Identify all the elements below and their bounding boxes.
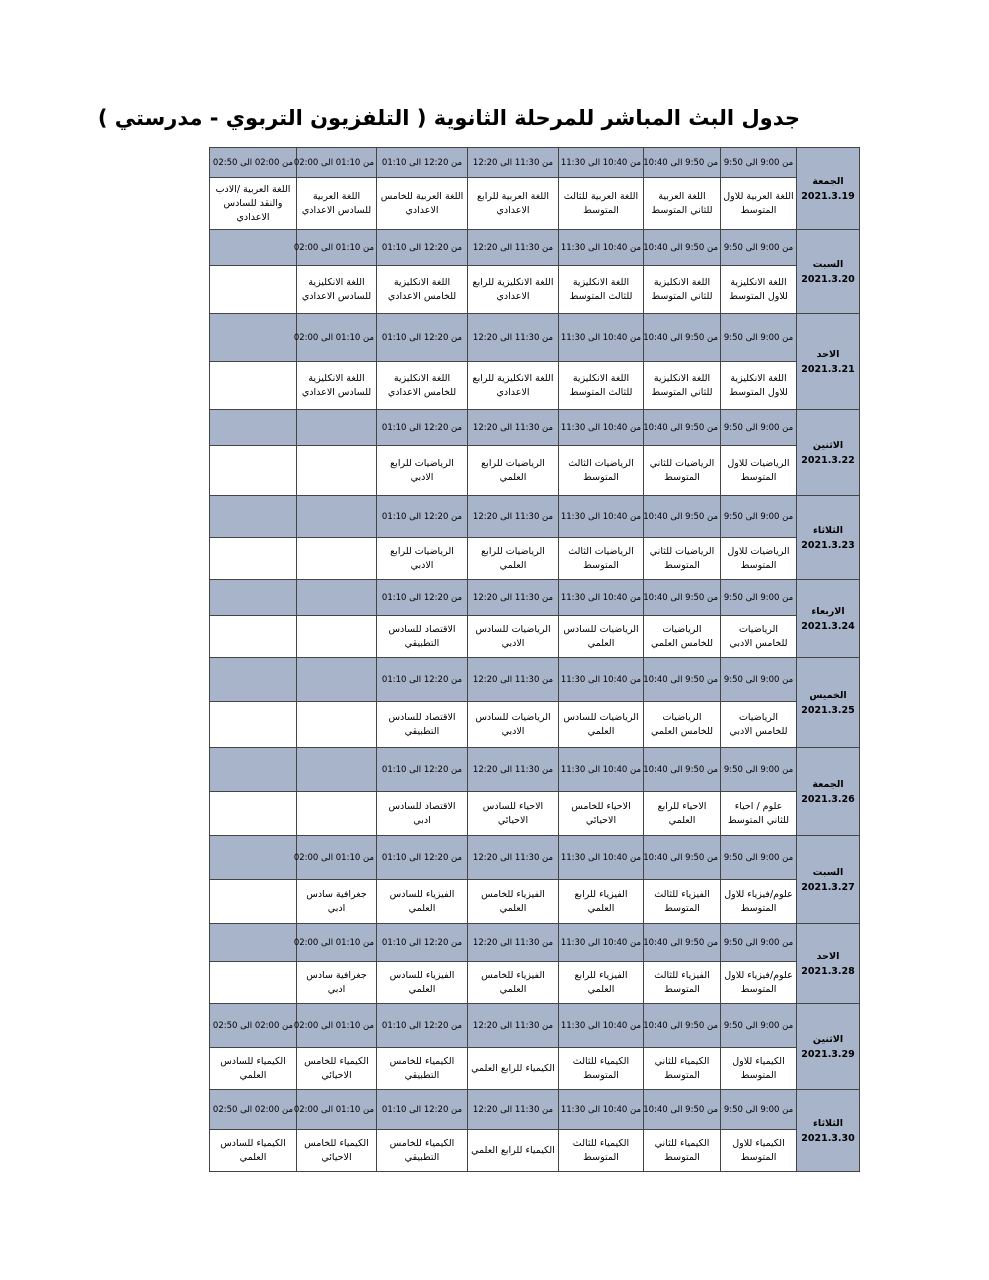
subject-cell: الاقتصاد للسادس التطبيقي — [377, 702, 468, 748]
time-slot: من 10:40 الى 11:30 — [559, 580, 644, 616]
subject-cell: الرياضيات للثاني المتوسط — [644, 538, 721, 580]
subject-row — [210, 880, 860, 924]
time-slot: من 9:50 الى 10:40 — [644, 410, 721, 446]
day-cell — [797, 496, 860, 580]
day-date: 2021.3.21 — [801, 363, 855, 375]
subject-cell: علوم / احياء للثاني المتوسط — [721, 792, 797, 836]
day-cell — [797, 924, 860, 1004]
time-slot: من 10:40 الى 11:30 — [559, 1004, 644, 1048]
subject-cell: الكيمياء للخامس التطبيقي — [377, 1130, 468, 1172]
subject-cell: الاقتصاد للسادس ادبي — [377, 792, 468, 836]
subject-cell — [297, 538, 377, 580]
subject-row — [210, 702, 860, 748]
subject-cell: الرياضيات للرابع الادبي — [377, 446, 468, 496]
day-date: 2021.3.24 — [801, 620, 855, 632]
time-slot: من 9:00 الى 9:50 — [721, 748, 797, 792]
time-slot: من 9:00 الى 9:50 — [721, 580, 797, 616]
subject-cell: الرياضيات للسادس العلمي — [559, 616, 644, 658]
time-slot: من 11:30 الى 12:20 — [468, 410, 559, 446]
day-name: الاثنين — [812, 1033, 844, 1045]
subject-cell: اللغة الانكليزية للرابع الاعدادي — [468, 266, 559, 314]
subject-cell: اللغة الانكليزية للسادس الاعدادي — [297, 362, 377, 410]
time-slot — [297, 658, 377, 702]
subject-cell — [210, 702, 297, 748]
time-row — [210, 836, 860, 880]
subject-cell: الكيمياء للرابع العلمي — [468, 1130, 559, 1172]
subject-cell — [210, 962, 297, 1004]
subject-cell: الرياضيات للسادس العلمي — [559, 702, 644, 748]
time-slot: من 9:50 الى 10:40 — [644, 924, 721, 962]
time-slot: من 11:30 الى 12:20 — [468, 1004, 559, 1048]
subject-cell: اللغة الانكليزية للاول المتوسط — [721, 362, 797, 410]
day-name: السبت — [812, 866, 844, 878]
time-row — [210, 410, 860, 446]
subject-cell: الكيمياء للخامس الاحيائي — [297, 1048, 377, 1090]
subject-cell: الكيمياء للاول المتوسط — [721, 1130, 797, 1172]
subject-cell: الاحياء للرابع العلمي — [644, 792, 721, 836]
subject-cell — [210, 880, 297, 924]
subject-cell: الاحياء للخامس الاحيائي — [559, 792, 644, 836]
time-row — [210, 148, 860, 178]
day-name: الاثنين — [812, 439, 844, 451]
time-slot: من 9:50 الى 10:40 — [644, 496, 721, 538]
schedule-body — [210, 148, 860, 1172]
subject-cell: اللغة العربية للخامس الاعدادي — [377, 178, 468, 230]
day-date: 2021.3.30 — [801, 1132, 855, 1144]
day-date: 2021.3.25 — [801, 704, 855, 716]
subject-cell: الفيزياء للرابع العلمي — [559, 880, 644, 924]
time-slot: من 10:40 الى 11:30 — [559, 748, 644, 792]
subject-cell: الرياضيات للخامس العلمي — [644, 702, 721, 748]
day-cell — [797, 1090, 860, 1172]
time-slot: من 12:20 الى 01:10 — [377, 1004, 468, 1048]
subject-cell — [210, 616, 297, 658]
subject-row — [210, 266, 860, 314]
subject-row — [210, 1048, 860, 1090]
time-slot — [210, 230, 297, 266]
subject-cell: الاقتصاد للسادس التطبيقي — [377, 616, 468, 658]
subject-cell: الكيمياء للخامس الاحيائي — [297, 1130, 377, 1172]
subject-cell: اللغة الانكليزية للثاني المتوسط — [644, 266, 721, 314]
day-name: الثلاثاء — [813, 524, 843, 536]
day-date: 2021.3.29 — [801, 1048, 855, 1060]
time-row — [210, 1090, 860, 1130]
day-date: 2021.3.22 — [801, 454, 855, 466]
subject-cell — [210, 362, 297, 410]
subject-cell: اللغة الانكليزية للاول المتوسط — [721, 266, 797, 314]
time-slot — [210, 496, 297, 538]
time-slot: من 12:20 الى 01:10 — [377, 314, 468, 362]
time-slot: من 10:40 الى 11:30 — [559, 230, 644, 266]
subject-cell: علوم/فيزياء للاول المتوسط — [721, 880, 797, 924]
subject-cell: علوم/فيزياء للاول المتوسط — [721, 962, 797, 1004]
subject-cell: اللغة الانكليزية للثاني المتوسط — [644, 362, 721, 410]
time-slot: من 01:10 الى 02:00 — [297, 1004, 377, 1048]
time-slot: من 01:10 الى 02:00 — [297, 924, 377, 962]
time-slot: من 9:50 الى 10:40 — [644, 230, 721, 266]
time-slot: من 02:00 الى 02:50 — [210, 148, 297, 178]
time-slot: من 10:40 الى 11:30 — [559, 836, 644, 880]
subject-cell: الكيمياء للخامس التطبيقي — [377, 1048, 468, 1090]
subject-cell: اللغة العربية /الادب والنقد للسادس الاعدادي — [210, 178, 297, 230]
subject-cell: الرياضيات للخامس الادبي — [721, 702, 797, 748]
time-row — [210, 230, 860, 266]
time-slot: من 11:30 الى 12:20 — [468, 314, 559, 362]
time-slot: من 9:00 الى 9:50 — [721, 314, 797, 362]
subject-row — [210, 538, 860, 580]
time-slot — [297, 410, 377, 446]
time-slot: من 9:00 الى 9:50 — [721, 1004, 797, 1048]
time-slot — [297, 748, 377, 792]
time-slot: من 9:50 الى 10:40 — [644, 836, 721, 880]
day-date: 2021.3.20 — [801, 273, 855, 285]
subject-cell — [297, 446, 377, 496]
time-row — [210, 924, 860, 962]
subject-cell — [210, 446, 297, 496]
subject-cell — [210, 538, 297, 580]
day-name: الجمعة — [812, 175, 844, 187]
time-slot: من 12:20 الى 01:10 — [377, 1090, 468, 1130]
subject-cell: الفيزياء للسادس العلمي — [377, 880, 468, 924]
time-slot: من 10:40 الى 11:30 — [559, 410, 644, 446]
subject-cell: الفيزياء للخامس العلمي — [468, 962, 559, 1004]
time-slot: من 11:30 الى 12:20 — [468, 148, 559, 178]
subject-cell: الرياضيات للرابع الادبي — [377, 538, 468, 580]
day-name: الخميس — [809, 689, 847, 701]
time-slot: من 02:00 الى 02:50 — [210, 1090, 297, 1130]
day-cell — [797, 148, 860, 230]
time-slot: من 01:10 الى 02:00 — [297, 1090, 377, 1130]
day-name: الاربعاء — [811, 605, 845, 617]
time-slot: من 9:50 الى 10:40 — [644, 748, 721, 792]
subject-cell: الرياضيات الثالث المتوسط — [559, 538, 644, 580]
time-row — [210, 748, 860, 792]
subject-cell: الفيزياء للسادس العلمي — [377, 962, 468, 1004]
day-name: الاحد — [816, 348, 840, 360]
time-slot: من 12:20 الى 01:10 — [377, 230, 468, 266]
time-slot: من 9:00 الى 9:50 — [721, 836, 797, 880]
time-slot: من 12:20 الى 01:10 — [377, 748, 468, 792]
day-name: السبت — [812, 258, 844, 270]
subject-cell: الكيمياء للثالث المتوسط — [559, 1048, 644, 1090]
time-slot: من 01:10 الى 02:00 — [297, 230, 377, 266]
time-slot: من 9:50 الى 10:40 — [644, 148, 721, 178]
time-slot: من 01:10 الى 02:00 — [297, 836, 377, 880]
time-slot: من 11:30 الى 12:20 — [468, 580, 559, 616]
time-slot: من 12:20 الى 01:10 — [377, 924, 468, 962]
time-slot: من 9:00 الى 9:50 — [721, 1090, 797, 1130]
subject-cell: الفيزياء للخامس العلمي — [468, 880, 559, 924]
subject-cell — [297, 702, 377, 748]
time-slot: من 9:00 الى 9:50 — [721, 496, 797, 538]
day-cell — [797, 1004, 860, 1090]
time-slot: من 10:40 الى 11:30 — [559, 148, 644, 178]
day-name: الثلاثاء — [813, 1117, 843, 1129]
time-slot: من 10:40 الى 11:30 — [559, 314, 644, 362]
subject-cell: الكيمياء للرابع العلمي — [468, 1048, 559, 1090]
subject-cell: اللغة الانكليزية للخامس الاعدادي — [377, 266, 468, 314]
day-cell — [797, 658, 860, 748]
time-slot: من 11:30 الى 12:20 — [468, 1090, 559, 1130]
time-slot: من 9:00 الى 9:50 — [721, 148, 797, 178]
subject-cell: الرياضيات للسادس الادبي — [468, 702, 559, 748]
subject-cell: الرياضيات الثالث المتوسط — [559, 446, 644, 496]
subject-row — [210, 446, 860, 496]
time-slot — [210, 836, 297, 880]
time-slot — [297, 496, 377, 538]
subject-row — [210, 616, 860, 658]
day-name: الاحد — [816, 950, 840, 962]
subject-cell: اللغة الانكليزية للسادس الاعدادي — [297, 266, 377, 314]
subject-cell — [297, 792, 377, 836]
schedule-table — [209, 147, 860, 1172]
time-slot: من 02:00 الى 02:50 — [210, 1004, 297, 1048]
subject-cell: الفيزياء للثالث المتوسط — [644, 880, 721, 924]
time-slot: من 9:50 الى 10:40 — [644, 314, 721, 362]
subject-cell: الرياضيات للخامس الادبي — [721, 616, 797, 658]
time-slot: من 9:50 الى 10:40 — [644, 580, 721, 616]
time-slot: من 11:30 الى 12:20 — [468, 496, 559, 538]
subject-cell: الرياضيات للثاني المتوسط — [644, 446, 721, 496]
subject-row — [210, 178, 860, 230]
subject-cell: جغرافية سادس ادبي — [297, 962, 377, 1004]
day-date: 2021.3.19 — [801, 190, 855, 202]
time-slot: من 01:10 الى 02:00 — [297, 314, 377, 362]
day-cell — [797, 230, 860, 314]
time-slot: من 12:20 الى 01:10 — [377, 658, 468, 702]
time-slot — [210, 580, 297, 616]
time-slot: من 9:00 الى 9:50 — [721, 410, 797, 446]
day-date: 2021.3.23 — [801, 539, 855, 551]
time-slot — [210, 658, 297, 702]
subject-cell: الفيزياء للرابع العلمي — [559, 962, 644, 1004]
time-slot: من 11:30 الى 12:20 — [468, 748, 559, 792]
subject-cell: الكيمياء للثاني المتوسط — [644, 1130, 721, 1172]
time-slot — [210, 924, 297, 962]
subject-cell: الرياضيات للاول المتوسط — [721, 538, 797, 580]
subject-cell: الاحياء للسادس الاحيائي — [468, 792, 559, 836]
subject-cell: الرياضيات للرابع العلمي — [468, 446, 559, 496]
time-slot: من 10:40 الى 11:30 — [559, 1090, 644, 1130]
time-row — [210, 658, 860, 702]
subject-cell: اللغة الانكليزية للثالث المتوسط — [559, 362, 644, 410]
subject-row — [210, 962, 860, 1004]
time-slot: من 12:20 الى 01:10 — [377, 836, 468, 880]
time-slot: من 11:30 الى 12:20 — [468, 658, 559, 702]
page-title: جدول البث المباشر للمرحلة الثانوية ( التلفزيون التربوي - مدرستي ) — [97, 106, 800, 130]
subject-cell: اللغة الانكليزية للثالث المتوسط — [559, 266, 644, 314]
subject-cell — [210, 792, 297, 836]
subject-row — [210, 1130, 860, 1172]
time-slot — [297, 580, 377, 616]
day-name: الجمعة — [812, 778, 844, 790]
time-slot: من 9:50 الى 10:40 — [644, 658, 721, 702]
time-slot: من 11:30 الى 12:20 — [468, 230, 559, 266]
subject-cell: اللغة العربية للسادس الاعدادي — [297, 178, 377, 230]
day-date: 2021.3.26 — [801, 793, 855, 805]
time-row — [210, 1004, 860, 1048]
day-cell — [797, 580, 860, 658]
day-cell — [797, 410, 860, 496]
subject-cell: الكيمياء للاول المتوسط — [721, 1048, 797, 1090]
time-row — [210, 496, 860, 538]
time-slot — [210, 748, 297, 792]
subject-cell: الرياضيات للسادس الادبي — [468, 616, 559, 658]
time-slot: من 12:20 الى 01:10 — [377, 410, 468, 446]
subject-cell: الكيمياء للثالث المتوسط — [559, 1130, 644, 1172]
time-slot: من 9:50 الى 10:40 — [644, 1090, 721, 1130]
subject-cell: اللغة العربية للثاني المتوسط — [644, 178, 721, 230]
time-slot — [210, 314, 297, 362]
time-slot: من 11:30 الى 12:20 — [468, 924, 559, 962]
time-slot: من 9:00 الى 9:50 — [721, 230, 797, 266]
time-slot — [210, 410, 297, 446]
time-slot: من 10:40 الى 11:30 — [559, 658, 644, 702]
subject-cell: اللغة العربية للثالث المتوسط — [559, 178, 644, 230]
time-slot: من 9:00 الى 9:50 — [721, 924, 797, 962]
subject-cell: جغرافية سادس ادبي — [297, 880, 377, 924]
day-date: 2021.3.27 — [801, 881, 855, 893]
subject-row — [210, 362, 860, 410]
subject-cell: اللغة العربية للرابع الاعدادي — [468, 178, 559, 230]
subject-cell: اللغة الانكليزية للخامس الاعدادي — [377, 362, 468, 410]
time-row — [210, 314, 860, 362]
subject-cell: الرياضيات للاول المتوسط — [721, 446, 797, 496]
subject-cell: الكيمياء للسادس العلمي — [210, 1048, 297, 1090]
time-slot: من 12:20 الى 01:10 — [377, 148, 468, 178]
time-slot: من 01:10 الى 02:00 — [297, 148, 377, 178]
time-slot: من 12:20 الى 01:10 — [377, 580, 468, 616]
time-slot: من 10:40 الى 11:30 — [559, 924, 644, 962]
subject-cell: اللغة الانكليزية للرابع الاعدادي — [468, 362, 559, 410]
day-cell — [797, 748, 860, 836]
day-cell — [797, 836, 860, 924]
subject-cell: الرياضيات للخامس العلمي — [644, 616, 721, 658]
subject-cell — [210, 266, 297, 314]
subject-cell: الرياضيات للرابع العلمي — [468, 538, 559, 580]
day-date: 2021.3.28 — [801, 965, 855, 977]
subject-cell: الكيمياء للسادس العلمي — [210, 1130, 297, 1172]
subject-cell: اللغة العربية للاول المتوسط — [721, 178, 797, 230]
time-slot: من 12:20 الى 01:10 — [377, 496, 468, 538]
subject-cell — [297, 616, 377, 658]
time-slot: من 9:00 الى 9:50 — [721, 658, 797, 702]
subject-cell: الفيزياء للثالث المتوسط — [644, 962, 721, 1004]
time-slot: من 10:40 الى 11:30 — [559, 496, 644, 538]
time-row — [210, 580, 860, 616]
time-slot: من 11:30 الى 12:20 — [468, 836, 559, 880]
time-slot: من 9:50 الى 10:40 — [644, 1004, 721, 1048]
subject-cell: الكيمياء للثاني المتوسط — [644, 1048, 721, 1090]
day-cell — [797, 314, 860, 410]
subject-row — [210, 792, 860, 836]
